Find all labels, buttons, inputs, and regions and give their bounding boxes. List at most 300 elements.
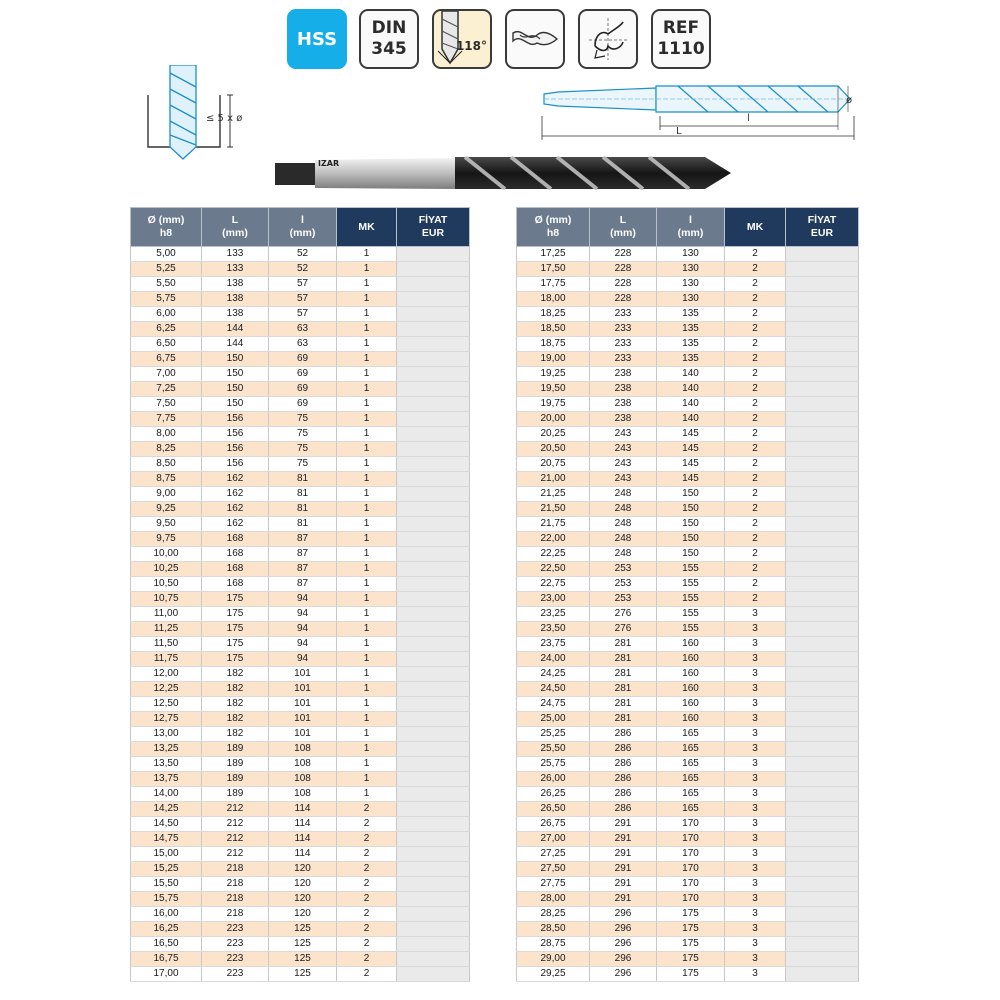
cell-total-length: 286 bbox=[590, 787, 657, 802]
table-row bbox=[517, 547, 859, 562]
cell-morse-taper: 3 bbox=[725, 607, 786, 622]
cell-total-length: 286 bbox=[590, 802, 657, 817]
cell-morse-taper: 3 bbox=[725, 892, 786, 907]
cell-price bbox=[786, 727, 859, 742]
cell-flute-length: 52 bbox=[269, 262, 337, 277]
cell-morse-taper: 1 bbox=[337, 697, 397, 712]
cell-flute-length: 165 bbox=[657, 727, 725, 742]
cell-total-length: 233 bbox=[590, 322, 657, 337]
cell-flute-length: 160 bbox=[657, 667, 725, 682]
cell-morse-taper: 1 bbox=[337, 712, 397, 727]
cell-morse-taper: 2 bbox=[337, 967, 397, 982]
table-row bbox=[517, 862, 859, 877]
cell-flute-length: 175 bbox=[657, 922, 725, 937]
cell-total-length: 291 bbox=[590, 877, 657, 892]
cell-total-length: 175 bbox=[202, 622, 269, 637]
cell-price bbox=[786, 877, 859, 892]
cell-morse-taper: 2 bbox=[337, 862, 397, 877]
cell-flute-length: 150 bbox=[657, 547, 725, 562]
table-row bbox=[131, 517, 470, 532]
cell-morse-taper: 1 bbox=[337, 532, 397, 547]
drill-cross-section-icon bbox=[583, 16, 633, 62]
cell-price bbox=[786, 262, 859, 277]
table-row bbox=[517, 652, 859, 667]
table-row bbox=[131, 922, 470, 937]
cell-diameter: 25,75 bbox=[517, 757, 590, 772]
cell-morse-taper: 3 bbox=[725, 847, 786, 862]
cell-morse-taper: 1 bbox=[337, 757, 397, 772]
cell-morse-taper: 1 bbox=[337, 742, 397, 757]
cell-total-length: 156 bbox=[202, 412, 269, 427]
cell-total-length: 156 bbox=[202, 457, 269, 472]
cell-diameter: 24,75 bbox=[517, 697, 590, 712]
cell-diameter: 21,25 bbox=[517, 487, 590, 502]
cell-flute-length: 170 bbox=[657, 892, 725, 907]
cell-total-length: 189 bbox=[202, 772, 269, 787]
cell-flute-length: 81 bbox=[269, 517, 337, 532]
table-row bbox=[517, 802, 859, 817]
cell-total-length: 248 bbox=[590, 517, 657, 532]
cell-price bbox=[397, 697, 470, 712]
cell-flute-length: 75 bbox=[269, 442, 337, 457]
cell-morse-taper: 2 bbox=[337, 952, 397, 967]
table-row bbox=[517, 487, 859, 502]
cell-morse-taper: 2 bbox=[337, 877, 397, 892]
cell-morse-taper: 1 bbox=[337, 322, 397, 337]
table-row bbox=[131, 967, 470, 982]
cell-price bbox=[786, 517, 859, 532]
cell-diameter: 15,50 bbox=[131, 877, 202, 892]
cell-total-length: 182 bbox=[202, 697, 269, 712]
cell-diameter: 9,75 bbox=[131, 532, 202, 547]
table-row bbox=[517, 502, 859, 517]
cell-price bbox=[786, 277, 859, 292]
cell-total-length: 296 bbox=[590, 967, 657, 982]
cell-price bbox=[786, 757, 859, 772]
cell-morse-taper: 2 bbox=[725, 337, 786, 352]
cell-price bbox=[786, 652, 859, 667]
cell-total-length: 286 bbox=[590, 757, 657, 772]
cell-flute-length: 140 bbox=[657, 367, 725, 382]
drill-flute-icon bbox=[510, 19, 560, 59]
cell-morse-taper: 1 bbox=[337, 622, 397, 637]
izar-brand: IZAR bbox=[318, 159, 340, 168]
table-header-row bbox=[517, 208, 859, 247]
cell-flute-length: 135 bbox=[657, 337, 725, 352]
cell-morse-taper: 2 bbox=[725, 592, 786, 607]
cell-diameter: 13,75 bbox=[131, 772, 202, 787]
spec-table-left bbox=[130, 207, 470, 982]
cell-price bbox=[397, 277, 470, 292]
cell-morse-taper: 3 bbox=[725, 817, 786, 832]
cell-morse-taper: 1 bbox=[337, 592, 397, 607]
cell-morse-taper: 3 bbox=[725, 667, 786, 682]
cell-flute-length: 165 bbox=[657, 757, 725, 772]
cell-total-length: 281 bbox=[590, 712, 657, 727]
cell-flute-length: 160 bbox=[657, 682, 725, 697]
cell-price bbox=[397, 772, 470, 787]
cell-total-length: 150 bbox=[202, 367, 269, 382]
cell-flute-length: 135 bbox=[657, 352, 725, 367]
cell-morse-taper: 1 bbox=[337, 397, 397, 412]
cell-price bbox=[786, 337, 859, 352]
cell-price bbox=[397, 592, 470, 607]
cell-total-length: 296 bbox=[590, 922, 657, 937]
cell-price bbox=[786, 412, 859, 427]
cell-price bbox=[397, 262, 470, 277]
cell-price bbox=[786, 817, 859, 832]
cell-price bbox=[786, 712, 859, 727]
cell-total-length: 286 bbox=[590, 727, 657, 742]
cell-morse-taper: 1 bbox=[337, 337, 397, 352]
cell-total-length: 175 bbox=[202, 607, 269, 622]
cell-diameter: 12,00 bbox=[131, 667, 202, 682]
cell-diameter: 22,50 bbox=[517, 562, 590, 577]
cell-total-length: 243 bbox=[590, 442, 657, 457]
cell-total-length: 182 bbox=[202, 712, 269, 727]
cell-price bbox=[397, 562, 470, 577]
cell-total-length: 248 bbox=[590, 547, 657, 562]
table-row bbox=[131, 532, 470, 547]
cell-flute-length: 175 bbox=[657, 907, 725, 922]
cell-flute-length: 170 bbox=[657, 847, 725, 862]
cell-flute-length: 63 bbox=[269, 337, 337, 352]
table-row bbox=[517, 622, 859, 637]
cell-total-length: 243 bbox=[590, 472, 657, 487]
cell-total-length: 291 bbox=[590, 862, 657, 877]
table-row bbox=[131, 412, 470, 427]
table-row bbox=[517, 892, 859, 907]
cell-morse-taper: 2 bbox=[725, 532, 786, 547]
table-row bbox=[517, 787, 859, 802]
table-row bbox=[517, 472, 859, 487]
cell-price bbox=[397, 307, 470, 322]
table-row bbox=[131, 487, 470, 502]
cell-morse-taper: 3 bbox=[725, 922, 786, 937]
cell-price bbox=[786, 682, 859, 697]
cell-flute-length: 175 bbox=[657, 967, 725, 982]
cell-price bbox=[786, 847, 859, 862]
cell-total-length: 233 bbox=[590, 352, 657, 367]
cell-diameter: 12,50 bbox=[131, 697, 202, 712]
cell-price bbox=[397, 607, 470, 622]
cell-diameter: 26,00 bbox=[517, 772, 590, 787]
cell-price bbox=[397, 382, 470, 397]
cell-price bbox=[786, 247, 859, 262]
table-row bbox=[131, 772, 470, 787]
cell-diameter: 10,00 bbox=[131, 547, 202, 562]
col-mk-header: MK bbox=[337, 208, 397, 247]
cell-flute-length: 101 bbox=[269, 667, 337, 682]
cell-diameter: 5,50 bbox=[131, 277, 202, 292]
cell-morse-taper: 2 bbox=[337, 832, 397, 847]
cell-price bbox=[786, 802, 859, 817]
cell-morse-taper: 1 bbox=[337, 382, 397, 397]
cell-flute-length: 101 bbox=[269, 727, 337, 742]
cell-diameter: 19,00 bbox=[517, 352, 590, 367]
table-row bbox=[517, 607, 859, 622]
cell-flute-length: 130 bbox=[657, 262, 725, 277]
cell-total-length: 182 bbox=[202, 682, 269, 697]
cell-diameter: 16,75 bbox=[131, 952, 202, 967]
cell-morse-taper: 1 bbox=[337, 787, 397, 802]
cell-price bbox=[786, 862, 859, 877]
cell-price bbox=[397, 682, 470, 697]
table-row bbox=[517, 442, 859, 457]
flute-length-label: l bbox=[747, 113, 750, 124]
cell-flute-length: 175 bbox=[657, 937, 725, 952]
cell-flute-length: 114 bbox=[269, 802, 337, 817]
cell-diameter: 17,75 bbox=[517, 277, 590, 292]
cell-total-length: 276 bbox=[590, 607, 657, 622]
cell-total-length: 286 bbox=[590, 742, 657, 757]
cell-flute-length: 155 bbox=[657, 592, 725, 607]
cell-price bbox=[786, 397, 859, 412]
cell-price bbox=[397, 532, 470, 547]
cell-total-length: 138 bbox=[202, 292, 269, 307]
cell-total-length: 281 bbox=[590, 667, 657, 682]
spec-table-left-body bbox=[131, 247, 470, 982]
cell-morse-taper: 2 bbox=[725, 292, 786, 307]
cell-flute-length: 155 bbox=[657, 607, 725, 622]
cell-diameter: 20,00 bbox=[517, 412, 590, 427]
cell-morse-taper: 1 bbox=[337, 607, 397, 622]
cell-morse-taper: 1 bbox=[337, 547, 397, 562]
cell-price bbox=[397, 742, 470, 757]
table-row bbox=[131, 592, 470, 607]
table-row bbox=[131, 262, 470, 277]
table-row bbox=[131, 307, 470, 322]
cell-price bbox=[397, 547, 470, 562]
cell-morse-taper: 3 bbox=[725, 697, 786, 712]
cell-flute-length: 130 bbox=[657, 292, 725, 307]
cell-total-length: 286 bbox=[590, 772, 657, 787]
cell-morse-taper: 3 bbox=[725, 682, 786, 697]
table-row bbox=[131, 577, 470, 592]
cell-diameter: 26,25 bbox=[517, 787, 590, 802]
cell-total-length: 238 bbox=[590, 382, 657, 397]
table-row bbox=[517, 937, 859, 952]
cell-price bbox=[786, 937, 859, 952]
table-row bbox=[131, 652, 470, 667]
cell-price bbox=[786, 892, 859, 907]
cell-price bbox=[397, 907, 470, 922]
cell-morse-taper: 2 bbox=[725, 442, 786, 457]
cell-diameter: 13,00 bbox=[131, 727, 202, 742]
table-row bbox=[131, 622, 470, 637]
cell-flute-length: 75 bbox=[269, 412, 337, 427]
cell-total-length: 133 bbox=[202, 247, 269, 262]
cell-diameter: 5,75 bbox=[131, 292, 202, 307]
cell-morse-taper: 2 bbox=[337, 907, 397, 922]
cell-morse-taper: 3 bbox=[725, 652, 786, 667]
col-diameter-header: Ø (mm) h8 bbox=[517, 208, 590, 247]
cell-price bbox=[786, 577, 859, 592]
table-row bbox=[131, 277, 470, 292]
col-price-header: FİYAT EUR bbox=[786, 208, 859, 247]
cell-morse-taper: 1 bbox=[337, 442, 397, 457]
cell-diameter: 28,25 bbox=[517, 907, 590, 922]
cell-flute-length: 57 bbox=[269, 307, 337, 322]
cell-price bbox=[786, 952, 859, 967]
cell-diameter: 13,50 bbox=[131, 757, 202, 772]
cell-total-length: 296 bbox=[590, 952, 657, 967]
cell-price bbox=[397, 487, 470, 502]
table-row bbox=[131, 397, 470, 412]
din-number: 345 bbox=[371, 39, 407, 59]
cell-diameter: 9,25 bbox=[131, 502, 202, 517]
cell-flute-length: 57 bbox=[269, 292, 337, 307]
cell-total-length: 291 bbox=[590, 892, 657, 907]
cell-diameter: 10,50 bbox=[131, 577, 202, 592]
cell-morse-taper: 3 bbox=[725, 877, 786, 892]
cell-flute-length: 52 bbox=[269, 247, 337, 262]
table-row bbox=[517, 292, 859, 307]
cell-diameter: 25,50 bbox=[517, 742, 590, 757]
cell-total-length: 228 bbox=[590, 277, 657, 292]
cell-morse-taper: 2 bbox=[725, 487, 786, 502]
cell-morse-taper: 3 bbox=[725, 907, 786, 922]
cell-diameter: 21,50 bbox=[517, 502, 590, 517]
cell-total-length: 248 bbox=[590, 502, 657, 517]
drill-geometry-badge bbox=[578, 9, 638, 69]
cell-total-length: 189 bbox=[202, 742, 269, 757]
cell-morse-taper: 3 bbox=[725, 772, 786, 787]
cell-diameter: 10,25 bbox=[131, 562, 202, 577]
cell-morse-taper: 2 bbox=[725, 577, 786, 592]
cell-total-length: 218 bbox=[202, 862, 269, 877]
cell-price bbox=[397, 757, 470, 772]
table-row bbox=[517, 577, 859, 592]
cell-flute-length: 170 bbox=[657, 877, 725, 892]
cell-total-length: 182 bbox=[202, 727, 269, 742]
cell-diameter: 22,25 bbox=[517, 547, 590, 562]
cell-flute-length: 165 bbox=[657, 742, 725, 757]
cell-morse-taper: 2 bbox=[725, 352, 786, 367]
cell-flute-length: 94 bbox=[269, 592, 337, 607]
cell-diameter: 12,25 bbox=[131, 682, 202, 697]
cell-price bbox=[786, 307, 859, 322]
table-row bbox=[517, 412, 859, 427]
cell-price bbox=[786, 547, 859, 562]
cell-diameter: 27,25 bbox=[517, 847, 590, 862]
table-row bbox=[131, 457, 470, 472]
cell-price bbox=[786, 352, 859, 367]
diameter-label: ø bbox=[846, 95, 853, 106]
cell-price bbox=[786, 787, 859, 802]
cell-morse-taper: 1 bbox=[337, 262, 397, 277]
cell-price bbox=[397, 337, 470, 352]
cell-diameter: 9,50 bbox=[131, 517, 202, 532]
cell-morse-taper: 1 bbox=[337, 652, 397, 667]
table-row bbox=[131, 427, 470, 442]
table-row bbox=[517, 712, 859, 727]
cell-morse-taper: 2 bbox=[725, 562, 786, 577]
table-row bbox=[131, 937, 470, 952]
cell-price bbox=[397, 427, 470, 442]
cell-diameter: 18,75 bbox=[517, 337, 590, 352]
cell-price bbox=[397, 502, 470, 517]
cell-diameter: 28,00 bbox=[517, 892, 590, 907]
cell-total-length: 223 bbox=[202, 967, 269, 982]
cell-total-length: 168 bbox=[202, 562, 269, 577]
cell-total-length: 212 bbox=[202, 832, 269, 847]
col-total-length-header: L (mm) bbox=[590, 208, 657, 247]
cell-total-length: 253 bbox=[590, 577, 657, 592]
cell-price bbox=[397, 457, 470, 472]
cell-price bbox=[786, 637, 859, 652]
cell-diameter: 10,75 bbox=[131, 592, 202, 607]
cell-price bbox=[397, 517, 470, 532]
cell-morse-taper: 1 bbox=[337, 427, 397, 442]
cell-price bbox=[397, 442, 470, 457]
cell-morse-taper: 3 bbox=[725, 637, 786, 652]
table-row bbox=[517, 352, 859, 367]
cell-price bbox=[786, 367, 859, 382]
table-row bbox=[131, 727, 470, 742]
cell-diameter: 15,00 bbox=[131, 847, 202, 862]
table-row bbox=[517, 877, 859, 892]
twist-drill-badge bbox=[505, 9, 565, 69]
cell-diameter: 6,00 bbox=[131, 307, 202, 322]
table-row bbox=[131, 472, 470, 487]
cell-price bbox=[786, 487, 859, 502]
cell-diameter: 7,00 bbox=[131, 367, 202, 382]
cell-price bbox=[397, 412, 470, 427]
cell-morse-taper: 2 bbox=[337, 892, 397, 907]
cell-flute-length: 87 bbox=[269, 547, 337, 562]
cell-price bbox=[786, 427, 859, 442]
cell-price bbox=[397, 787, 470, 802]
cell-price bbox=[786, 667, 859, 682]
table-row bbox=[131, 817, 470, 832]
cell-morse-taper: 1 bbox=[337, 367, 397, 382]
table-row bbox=[131, 682, 470, 697]
spec-table-right bbox=[516, 207, 859, 982]
cell-morse-taper: 3 bbox=[725, 832, 786, 847]
cell-flute-length: 75 bbox=[269, 457, 337, 472]
cell-diameter: 21,00 bbox=[517, 472, 590, 487]
cell-diameter: 12,75 bbox=[131, 712, 202, 727]
table-row bbox=[131, 247, 470, 262]
cell-total-length: 212 bbox=[202, 802, 269, 817]
cell-price bbox=[397, 367, 470, 382]
table-row bbox=[517, 277, 859, 292]
cell-diameter: 23,75 bbox=[517, 637, 590, 652]
table-row bbox=[131, 847, 470, 862]
cell-price bbox=[397, 952, 470, 967]
cell-diameter: 17,25 bbox=[517, 247, 590, 262]
cell-diameter: 23,25 bbox=[517, 607, 590, 622]
cell-total-length: 156 bbox=[202, 427, 269, 442]
cell-morse-taper: 3 bbox=[725, 862, 786, 877]
cell-price bbox=[786, 502, 859, 517]
cell-price bbox=[397, 892, 470, 907]
table-row bbox=[131, 337, 470, 352]
cell-morse-taper: 3 bbox=[725, 757, 786, 772]
cell-flute-length: 150 bbox=[657, 517, 725, 532]
cell-total-length: 212 bbox=[202, 817, 269, 832]
cell-price bbox=[786, 967, 859, 982]
cell-flute-length: 125 bbox=[269, 967, 337, 982]
col-total-length-header: L (mm) bbox=[202, 208, 269, 247]
cell-morse-taper: 1 bbox=[337, 457, 397, 472]
cell-flute-length: 140 bbox=[657, 382, 725, 397]
cell-flute-length: 170 bbox=[657, 832, 725, 847]
cell-price bbox=[397, 802, 470, 817]
table-row bbox=[517, 667, 859, 682]
cell-morse-taper: 2 bbox=[337, 817, 397, 832]
